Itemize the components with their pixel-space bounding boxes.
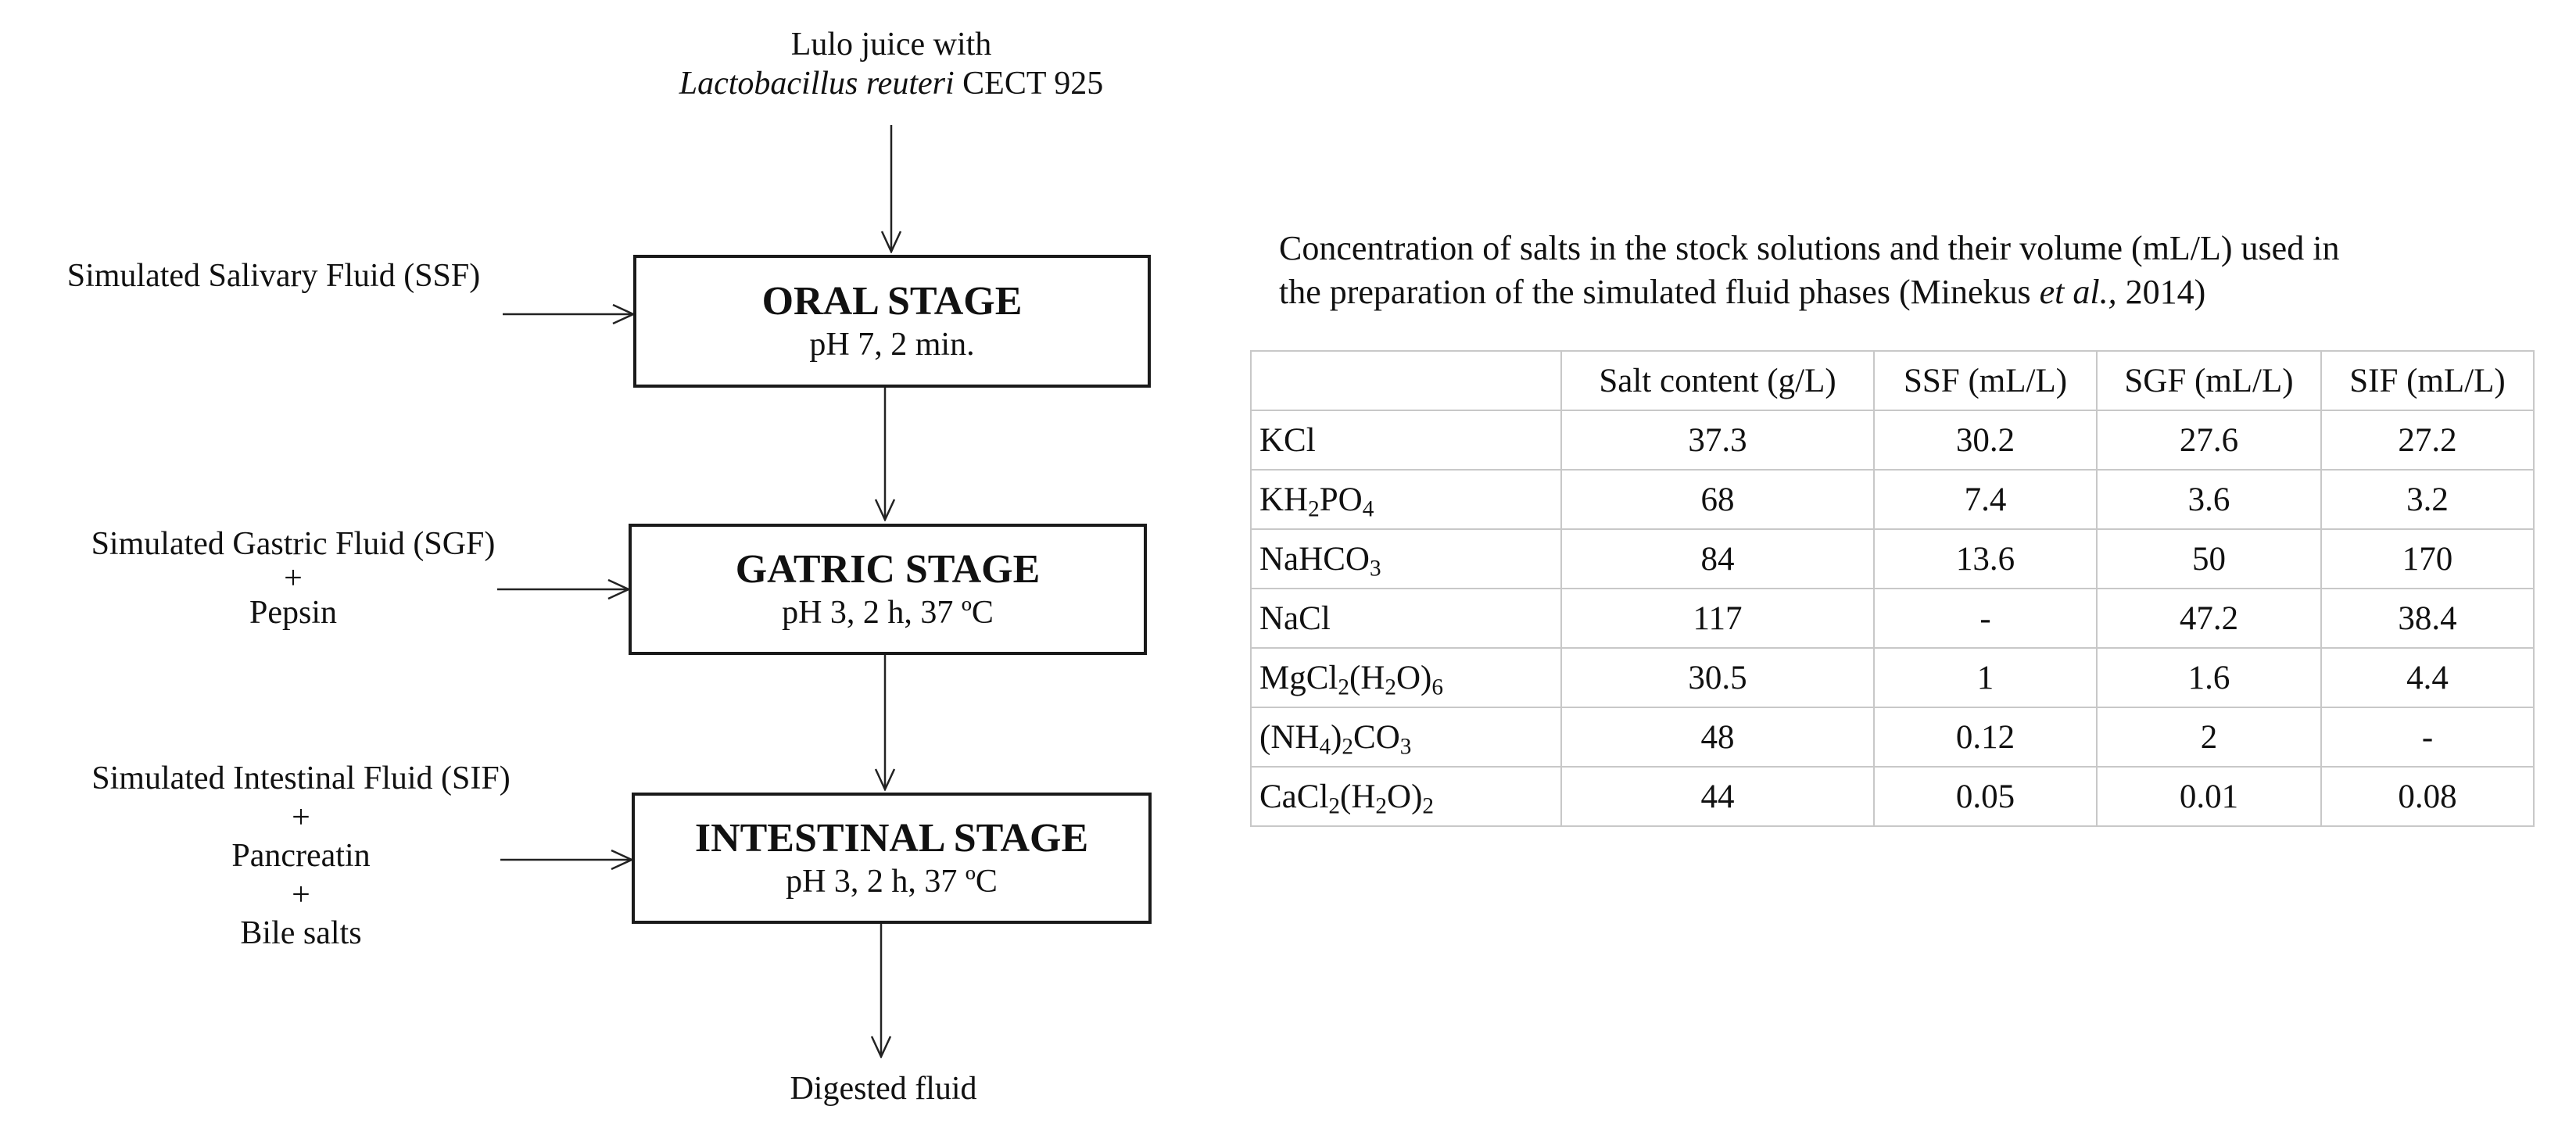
table-cell: 84: [1561, 529, 1874, 589]
table-cell: 30.5: [1561, 648, 1874, 707]
stage-box-gastric: [629, 524, 1147, 655]
salt-formula: $KH_2PO_4$: [1251, 470, 1561, 529]
table-cell: 0.05: [1874, 767, 2097, 826]
table-header: Salt content (g/L): [1561, 351, 1874, 410]
salt-formula: NaCl: [1251, 589, 1561, 648]
salt-formula: $CaCl_2(H_2O)_2$: [1251, 767, 1561, 826]
table-cell: 0.01: [2097, 767, 2321, 826]
salt-formula: $(NH_4)_2CO_3$: [1251, 707, 1561, 767]
table-cell: 13.6: [1874, 529, 2097, 589]
table-cell: 1: [1874, 648, 2097, 707]
table-cell: 27.2: [2321, 410, 2534, 470]
table-cell: 50: [2097, 529, 2321, 589]
table-cell: 170: [2321, 529, 2534, 589]
table-header-row: [1251, 351, 2534, 410]
side-input-ssf: Simulated Salivary Fluid (SSF): [66, 258, 481, 294]
table-row: [1251, 589, 2534, 648]
table-cell: 44: [1561, 767, 1874, 826]
table-header: SGF (mL/L): [2097, 351, 2321, 410]
salt-formula: KCl: [1251, 410, 1561, 470]
bacteria-name: Lactobacillus reuteri: [679, 66, 955, 102]
stage-conditions: pH 7, 2 min.: [809, 326, 975, 363]
table-cell: 1.6: [2097, 648, 2321, 707]
table-cell: 68: [1561, 470, 1874, 529]
table-cell: 0.12: [1874, 707, 2097, 767]
salt-table: [1250, 350, 2535, 827]
stage-title: INTESTINAL STAGE: [694, 815, 1089, 861]
table-header: [1251, 351, 1561, 410]
table-cell: 3.2: [2321, 470, 2534, 529]
table-cell: 30.2: [1874, 410, 2097, 470]
table-row: [1251, 410, 2534, 470]
stage-box-oral: [633, 255, 1151, 388]
side-input-sgf: Simulated Gastric Fluid (SGF) + Pepsin: [91, 526, 496, 632]
salt-formula: NaHCO$_3$: [1251, 529, 1561, 589]
table-cell: -: [1874, 589, 2097, 648]
table-caption: Concentration of salts in the stock solutions and their volume (mL/L) used in the preparation of the simulated fluid phases (Minekus et al., 2014): [1279, 229, 2340, 312]
table-cell: 47.2: [2097, 589, 2321, 648]
table-row: [1251, 707, 2534, 767]
table-cell: 4.4: [2321, 648, 2534, 707]
table-header: SSF (mL/L): [1874, 351, 2097, 410]
table-row: [1251, 767, 2534, 826]
stage-title: GATRIC STAGE: [735, 546, 1041, 592]
table-row: [1251, 529, 2534, 589]
table-cell: 2: [2097, 707, 2321, 767]
stage-conditions: pH 3, 2 h, 37 ºC: [782, 594, 994, 631]
table-cell: 27.6: [2097, 410, 2321, 470]
table-cell: 38.4: [2321, 589, 2534, 648]
flow-output-label: Digested fluid: [790, 1071, 977, 1107]
table-cell: 0.08: [2321, 767, 2534, 826]
table-cell: -: [2321, 707, 2534, 767]
table-cell: 3.6: [2097, 470, 2321, 529]
table-cell: 37.3: [1561, 410, 1874, 470]
table-cell: 48: [1561, 707, 1874, 767]
stage-box-intestinal: [632, 793, 1152, 924]
stage-conditions: pH 3, 2 h, 37 ºC: [786, 863, 998, 900]
table-row: [1251, 470, 2534, 529]
stage-title: ORAL STAGE: [761, 278, 1023, 324]
table-cell: 117: [1561, 589, 1874, 648]
table-header: SIF (mL/L): [2321, 351, 2534, 410]
salt-formula: $MgCl_2(H_2O)_6$: [1251, 648, 1561, 707]
table-row: [1251, 648, 2534, 707]
side-input-sif: Simulated Intestinal Fluid (SIF) + Pancreatin + Bile salts: [91, 760, 511, 952]
flow-input-label: Lulo juice with Lactobacillus reuteri CECT 925: [679, 27, 1104, 102]
table-cell: 7.4: [1874, 470, 2097, 529]
